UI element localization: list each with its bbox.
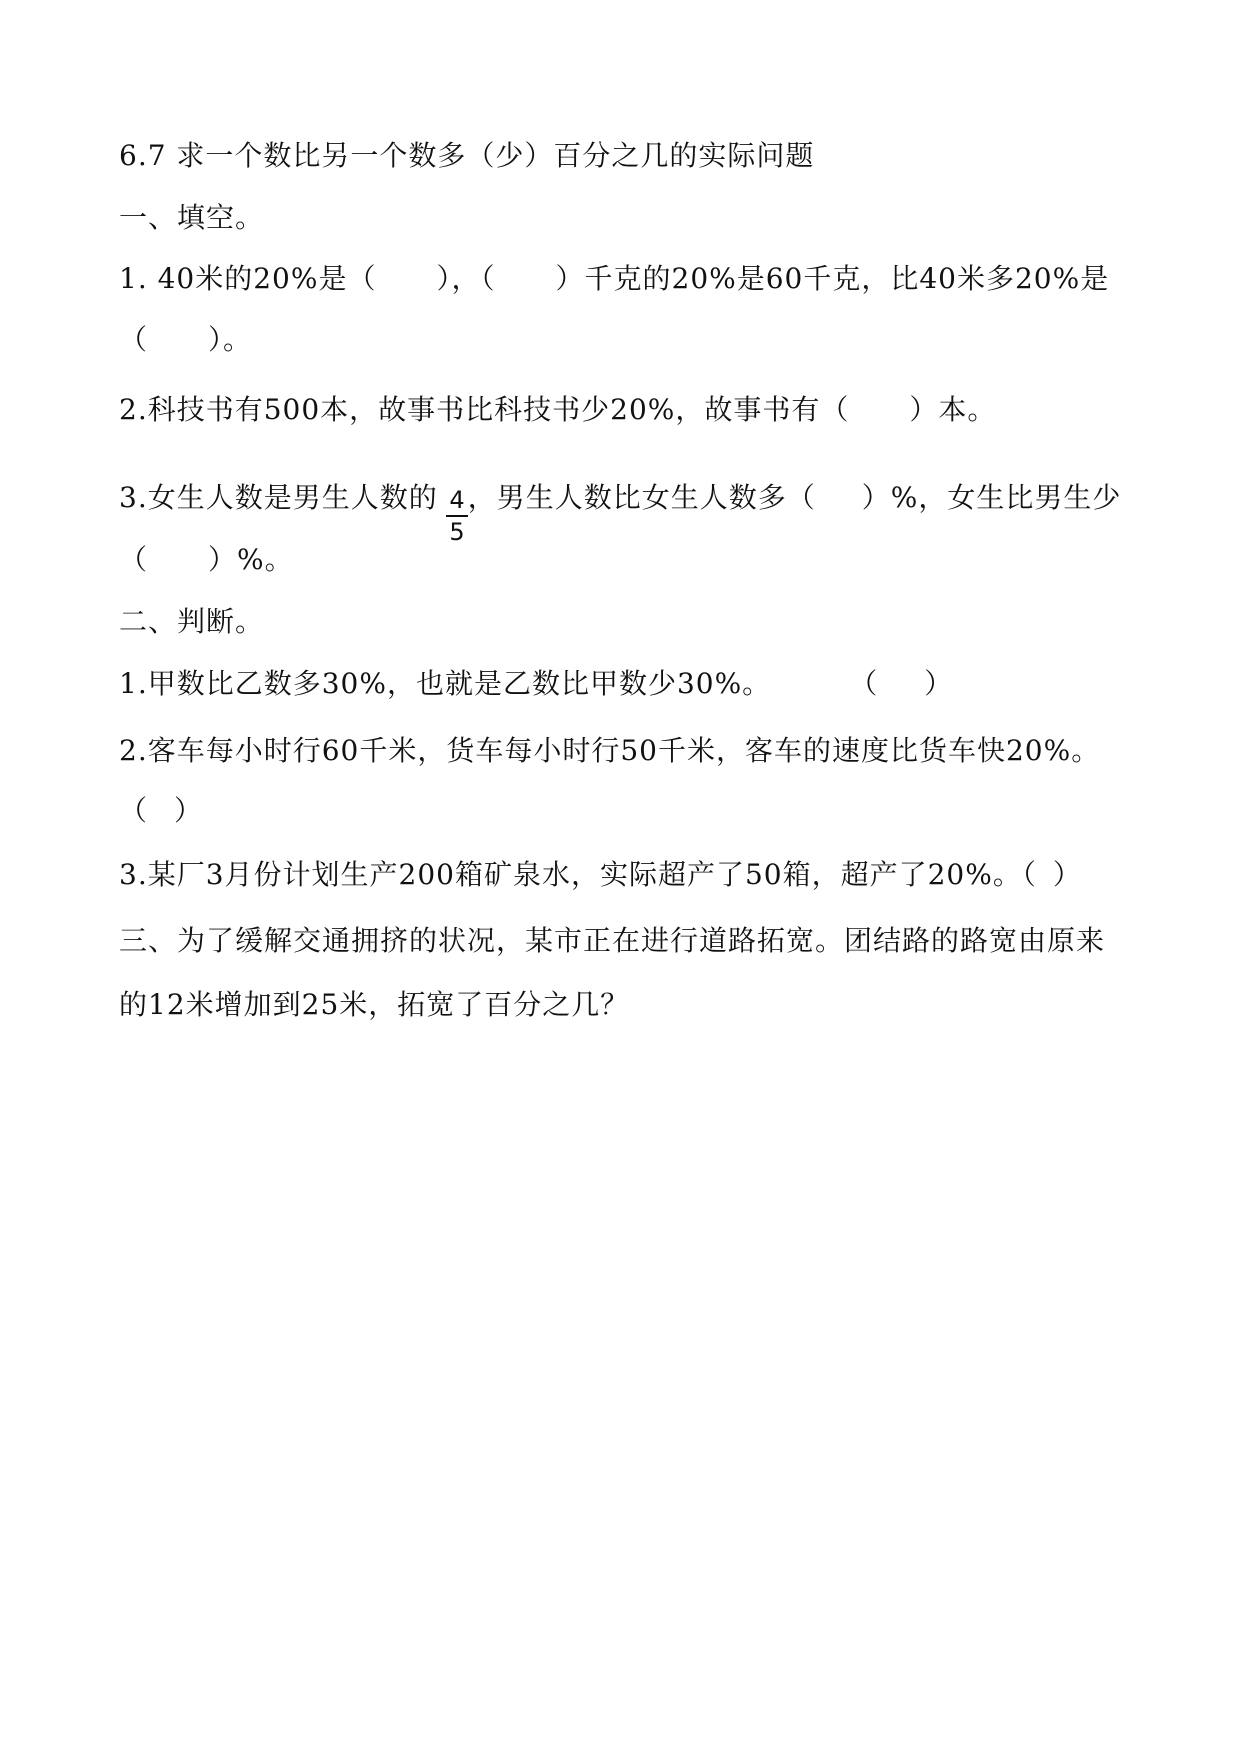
j1-paren-close: ） [924, 667, 954, 700]
q3-text-e: ）%。 [208, 543, 294, 576]
j3-paren-close: ） [1052, 858, 1082, 891]
fill-question-1-cont [119, 322, 252, 358]
fill-question-1 [119, 261, 1109, 297]
q1-text-b: ），（ [436, 262, 496, 295]
j2-paren-open: （ [119, 794, 149, 827]
fraction-numerator: 4 [449, 486, 465, 514]
section1-heading: 一、填空。 [119, 201, 265, 234]
q1-text-a: 1. 40米的20%是（ [119, 262, 377, 295]
judge-question-2: 2.客车每小时行60千米，货车每小时行50千米，客车的速度比货车快20%。 [119, 734, 1101, 767]
judge-question-2-cont [119, 793, 203, 829]
q1-text-c: ）千克的20%是60千克，比40米多20%是 [555, 262, 1110, 295]
fraction-denominator: 5 [449, 518, 465, 546]
j1-text: 1.甲数比乙数多30%，也就是乙数比甲数少30%。 [119, 667, 772, 700]
q3-text-b: ，男生人数比女生人数多（ [467, 481, 816, 514]
q3-text-c: ）%，女生比男生少 [861, 481, 1122, 514]
judge-question-1 [119, 666, 953, 702]
q1-text-e: ）。 [208, 323, 253, 356]
q3-text-a: 3.女生人数是男生人数的 [119, 481, 438, 514]
j2-paren-close: ） [174, 794, 204, 827]
fill-question-3-cont [119, 542, 294, 578]
section2-heading: 二、判断。 [119, 605, 265, 638]
j3-text: 3.某厂3月份计划生产200箱矿泉水，实际超产了50箱，超产了20%。（ [119, 858, 1037, 891]
q1-text-d: （ [119, 323, 149, 356]
section3-problem-line2: 的12米增加到25米，拓宽了百分之几？ [119, 988, 630, 1021]
q2-text-a: 2.科技书有500本，故事书比科技书少20%，故事书有（ [119, 393, 850, 426]
q2-text-b: ）本。 [909, 393, 997, 426]
page-title: 6.7 求一个数比另一个数多（少）百分之几的实际问题 [119, 139, 815, 172]
fill-question-3 [119, 480, 1121, 516]
j1-paren-open: （ [849, 667, 879, 700]
fill-question-2 [119, 392, 996, 428]
judge-question-3 [119, 857, 1082, 893]
q3-text-d: （ [119, 543, 149, 576]
section3-problem-line1: 三、为了缓解交通拥挤的状况，某市正在进行道路拓宽。团结路的路宽由原来 [119, 924, 1106, 957]
